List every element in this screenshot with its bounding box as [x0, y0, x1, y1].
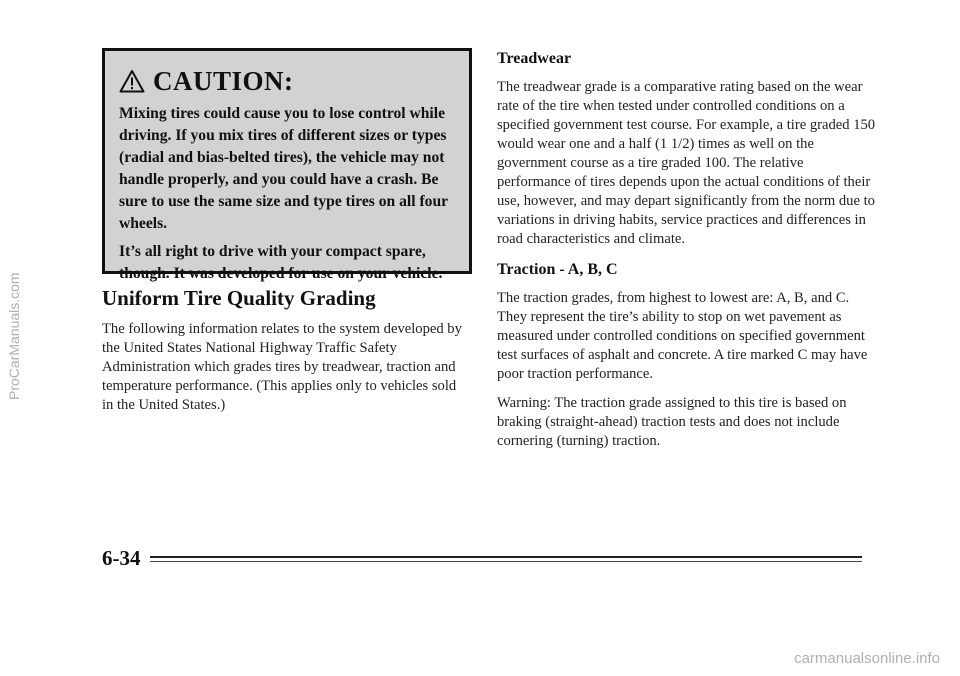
- caution-body: [119, 103, 464, 291]
- right-column: [497, 48, 877, 461]
- section-intro-text: The following information relates to the system developed by the United States National Highway Traffic Safety Administration which grades tires by treadwear, traction and temperature performance. (This applies only to vehicles sold in the United States.): [102, 321, 462, 413]
- footer-rule: [150, 556, 862, 558]
- section-title: Uniform Tire Quality Grading: [102, 286, 376, 310]
- side-watermark: ProCarManuals.com: [6, 272, 22, 400]
- treadwear-text: The treadwear grade is a comparative rating based on the wear rate of the tire when tested under controlled conditions on a specified government test course. For example, a tire graded 150 would wear one and a half (1 1/2) times as well on the government course as a tire graded 100. The relative performance of tires depends upon the actual conditions of their use, however, and may depart significantly from the norm due to variations in driving habits, service practices and differences in road characteristics and climate.: [497, 79, 876, 247]
- caution-paragraph: It’s all right to drive with your compact spare, though. It was developed for use on your vehicle.: [119, 243, 443, 282]
- treadwear-heading: Treadwear: [497, 50, 572, 67]
- caution-box: [102, 48, 472, 282]
- footer-rule-thin: [150, 561, 862, 562]
- traction-heading: Traction - A, B, C: [497, 261, 618, 278]
- page-number: 6-34: [102, 546, 141, 570]
- warning-triangle-icon: [119, 69, 145, 93]
- traction-text: The traction grades, from highest to lowest are: A, B, and C. They represent the tire’s ability to stop on wet pavement as measured under controlled conditions on specified government test surfaces of asphalt and concrete. A tire marked C may have poor traction performance.: [497, 290, 868, 382]
- caution-paragraph: Mixing tires could cause you to lose control while driving. If you mix tires of different sizes or types (radial and bias-belted tires), the vehicle may not handle properly, and you could have a crash. Be sure to use the same size and type tires on all four wheels.: [119, 105, 448, 232]
- traction-warning-text: Warning: The traction grade assigned to this tire is based on braking (straight-ahead) traction tests and does not include cornering (turning) traction.: [497, 395, 847, 449]
- caution-title: CAUTION:: [153, 65, 294, 96]
- bottom-watermark: carmanualsonline.info: [794, 650, 940, 667]
- caution-header: [119, 61, 294, 101]
